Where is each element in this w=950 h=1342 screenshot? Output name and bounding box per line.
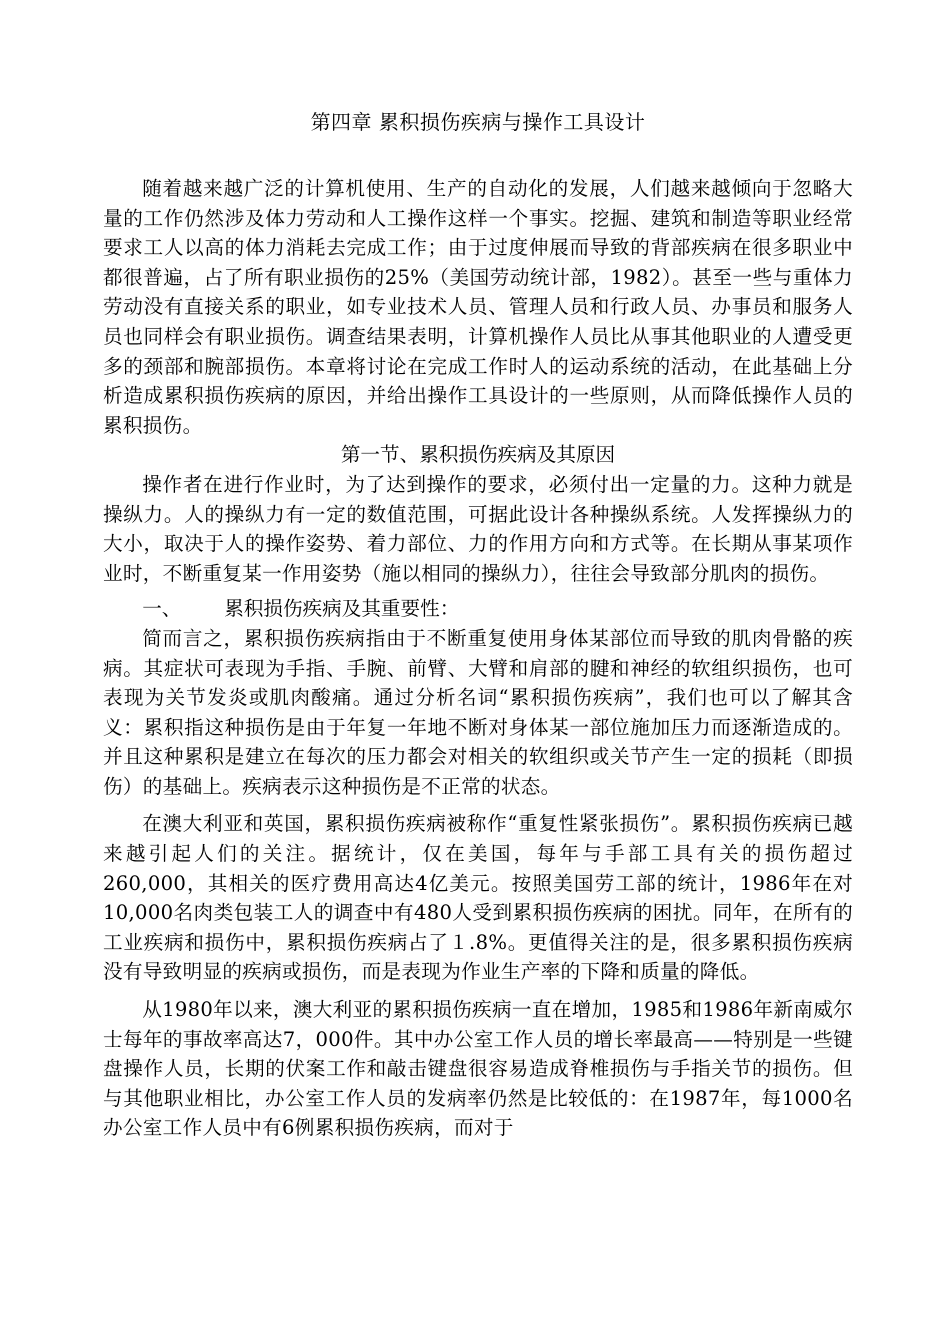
body-paragraph-2: 在澳大利亚和英国，累积损伤疾病被称作“重复性紧张损伤”。累积损伤疾病已越来越引起人们的关注。据统计，仅在美国，每年与手部工具有关的损伤超过260,000，其相关的医疗费用高达4亿美元。按照美国劳工部的统计，1986年在对10,000名肉类包装工人的调查中有480人受到累积损伤疾病的困扰。同年，在所有的工业疾病和损伤中，累积损伤疾病占了１.8%。更值得关注的是，很多累积损伤疾病没有导致明显的疾病或损伤，而是表现为作业生产率的下降和质量的降低。 xyxy=(103,812,853,984)
section-paragraph: 操作者在进行作业时，为了达到操作的要求，必须付出一定量的力。这种力就是操纵力。人的操纵力有一定的数值范围，可据此设计各种操纵系统。人发挥操纵力的大小，取决于人的操作姿势、着力部位、力的作用方向和方式等。在长期从事某项作业时，不断重复某一作用姿势（施以相同的操纵力），往往会导致部分肌肉的损伤。 xyxy=(103,472,853,585)
subsection-title: 累积损伤疾病及其重要性： xyxy=(224,597,460,621)
body-paragraph-1: 简而言之，累积损伤疾病指由于不断重复使用身体某部位而导致的肌肉骨骼的疾病。其症状可表现为手指、手腕、前臂、大臂和肩部的腱和神经的软组织损伤，也可表现为关节发炎或肌肉酸痛。通过分析名词“累积损伤疾病”，我们也可以了解其含义：累积指这种损伤是由于年复一年地不断对身体某一部位施加压力而逐渐造成的。并且这种累积是建立在每次的压力都会对相关的软组织或关节产生一定的损耗（即损伤）的基础上。疾病表示这种损伤是不正常的状态。 xyxy=(103,626,853,798)
chapter-title: 第四章 累积损伤疾病与操作工具设计 xyxy=(310,110,646,134)
intro-paragraph: 随着越来越广泛的计算机使用、生产的自动化的发展，人们越来越倾向于忽略大量的工作仍然涉及体力劳动和人工操作这样一个事实。挖掘、建筑和制造等职业经常要求工人以高的体力消耗去完成工作；由于过度伸展而导致的背部疾病在很多职业中都很普遍，占了所有职业损伤的25%（美国劳动统计部，1982）。甚至一些与重体力劳动没有直接关系的职业，如专业技术人员、管理人员和行政人员、办事员和服务人员也同样会有职业损伤。调查结果表明，计算机操作人员比从事其他职业的人遭受更多的颈部和腕部损伤。本章将讨论在完成工作时人的运动系统的活动，在此基础上分析造成累积损伤疾病的原因，并给出操作工具设计的一些原则，从而降低操作人员的累积损伤。 xyxy=(103,177,853,437)
subsection-number: 一、 xyxy=(142,597,182,621)
section-title: 第一节、累积损伤疾病及其原因 xyxy=(340,443,616,467)
document-page xyxy=(103,96,853,1143)
body-paragraph-3: 从1980年以来，澳大利亚的累积损伤疾病一直在增加，1985和1986年新南威尔士每年的事故率高达7，000件。其中办公室工作人员的增长率最高——特别是一些键盘操作人员，长期的伏案工作和敲击键盘很容易造成脊椎损伤与手指关节的损伤。但与其他职业相比，办公室工作人员的发病率仍然是比较低的：在1987年，每1000名办公室工作人员中有6例累积损伤疾病，而对于 xyxy=(103,998,853,1140)
subsection-heading xyxy=(103,594,853,624)
